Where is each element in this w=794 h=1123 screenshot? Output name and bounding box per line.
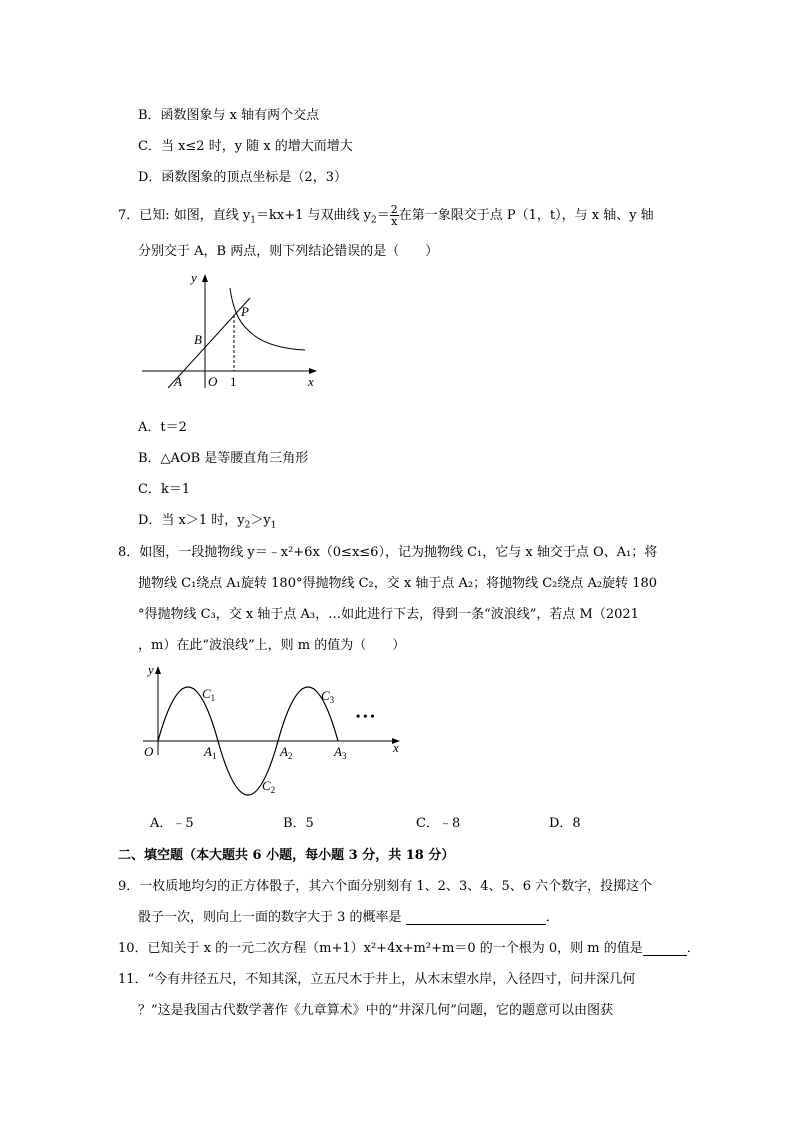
q8-label-c1: $C_1$ [202,686,216,703]
q7-fraction: $\frac{2}{x}$ [390,203,398,228]
q11-stem-line2: ？”这是我国古代数学著作《九章算术》中的“井深几何”问题，它的题意可以由图获 [138,1003,613,1018]
q8-label-x: x [393,740,399,755]
q8-label-a2: $A_2$ [280,744,293,761]
q7-label-a: A [174,374,182,389]
q8-stem-line2: 抛物线 C₁绕点 A₁旋转 180°得抛物线 C₂，交 x 轴于点 A₂；将抛物线 C₂绕点 A₂旋转 180 [138,576,658,591]
q7-option-d: D．当 x＞1 时，$y_2>y_1$ [138,513,277,531]
q8-stem-line3: °得抛物线 C₃，交 x 轴于点 A₃，…如此进行下去，得到一条“波浪线”，若点 M（2021 [138,607,639,622]
q7-option-a: A．t＝2 [138,420,187,435]
q6-option-d: D．函数图象的顶点坐标是（2，3） [138,170,347,185]
q8-option-a: A．﹣5 [150,816,194,831]
q9-stem-line2: 骰子一次，则向上一面的数字大于 3 的概率是 ． [138,910,559,925]
q11-stem-line1: 11．“今有井径五尺，不知其深，立五尺木于井上，从木末望水岸，入径四寸，问井深几何 [118,972,636,987]
q6-option-b: B．函数图象与 x 轴有两个交点 [138,108,320,123]
q8-option-c: C．﹣8 [416,816,461,831]
q6-option-c: C．当 x≤2 时，y 随 x 的增大而增大 [138,139,353,154]
section2-heading: 二、填空题（本大题共 6 小题，每小题 3 分，共 18 分） [118,848,455,863]
q8-ellipsis: • • • [356,709,375,723]
q8-stem-line1: 8．如图，一段抛物线 y＝﹣x²+6x（0≤x≤6），记为抛物线 C₁，它与 x 轴交于点 O、A₁；将 [118,545,658,560]
q8-options [150,812,710,830]
q8-label-a3: $A_3$ [334,744,347,761]
q10-stem: 10．已知关于 x 的一元二次方程（m+1）x²+4x+m²+m＝0 的一个根为 0，则 m 的值是 ． [118,941,700,956]
q10-answer-blank[interactable] [643,955,687,956]
q8-option-d: D．8 [549,816,581,831]
q7-hyperbola [230,288,305,350]
q7-label-o: O [208,374,218,389]
q8-label-c3: $C_3$ [321,688,335,705]
q7-figure [140,268,325,390]
q8-label-y: y [148,662,154,677]
q7-stem-line1: 7．已知: 如图，直线 $y_1=kx+1$ 与双曲线 $y_2=$ $\frac{2}{x}$ 在第一象限交于点 P（1，t），与 x 轴、y 轴 [118,203,654,228]
q7-label-x: x [308,374,314,389]
q7-y-arrow-icon [202,274,208,282]
q7-label-one: 1 [230,374,237,389]
q8-stem-line4: ，m）在此“波浪线”上，则 m 的值为（ ） [138,638,406,653]
q8-option-b: B．5 [283,816,314,831]
q7-option-c: C．k＝1 [138,482,191,497]
q7-label-p: P [241,304,249,319]
q7-label-y: y [191,270,197,285]
q7-option-b: B．△AOB 是等腰直角三角形 [138,451,309,466]
q8-label-o: O [144,744,154,759]
q7-label-b: B [194,332,202,347]
q9-answer-blank[interactable] [406,924,546,925]
q9-stem-line1: 9．一枚质地均匀的正方体骰子，其六个面分别刻有 1、2、3、4、5、6 六个数字，投掷这个 [118,879,653,894]
q8-label-c2: $C_2$ [262,778,276,795]
q7-stem-line2: 分别交于 A，B 两点，则下列结论错误的是（ ） [138,244,439,259]
q8-label-a1: $A_1$ [204,744,217,761]
q8-figure [138,660,408,800]
q8-y-arrow-icon [155,666,161,674]
